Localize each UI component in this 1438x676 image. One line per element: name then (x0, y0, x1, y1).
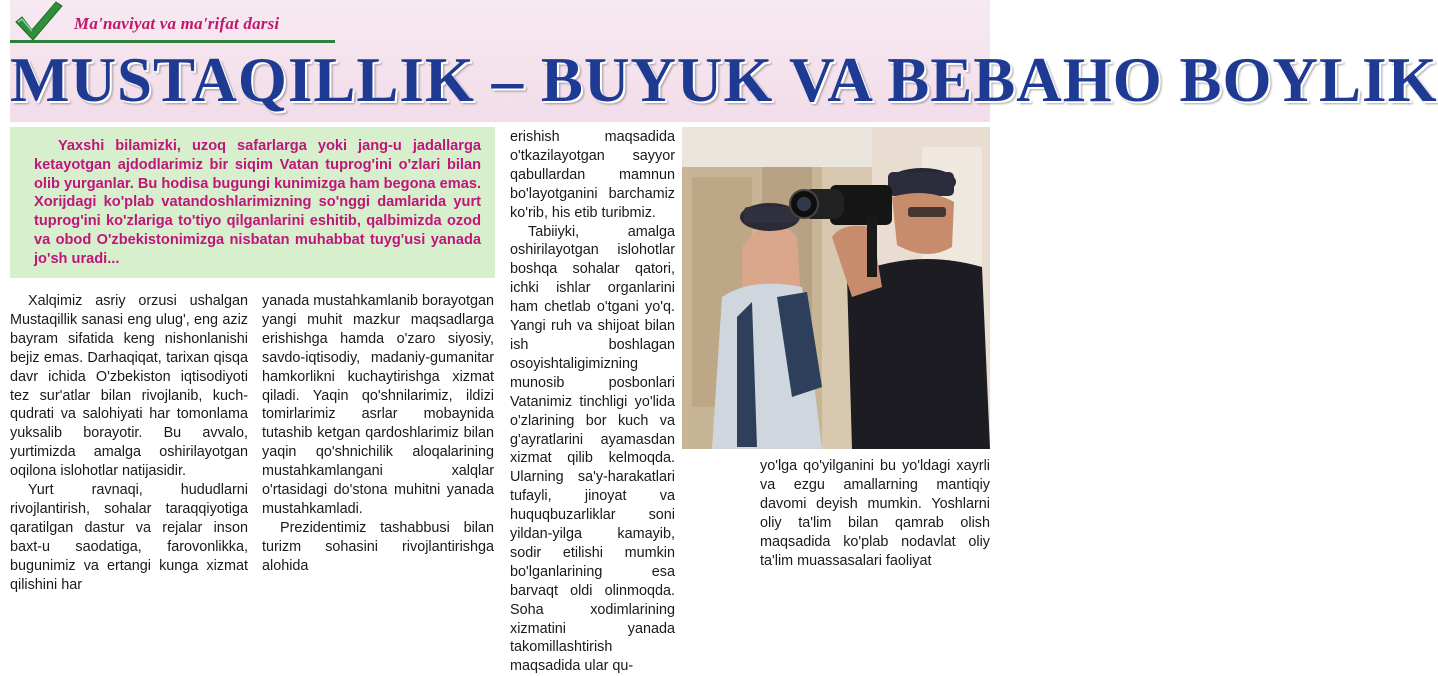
section-rubric: Ma'naviyat va ma'rifat darsi (74, 14, 280, 33)
paragraph: Yurt ravnaqi, hududlarni rivojlantirish, sohalar taraqqiyotiga qaratilgan dastur va rejalar inson baxt-u saodatiga, farovonlikka, bugunimiz va ertangi kunga xizmat qilishini har (10, 482, 248, 593)
paragraph: Prezidentimiz tashabbusi bilan turizm sohasini rivojlantirishga alohida (262, 519, 494, 574)
lead-paragraph: Yaxshi bilamizki, uzoq safarlarga yoki jang-u jadallarga ketayotgan ajdodlarimiz bir siqim Vatan tuprog'ini o'zlari bilan olib yurganlar. Bu hodisa bugungi kunimizga ham begona emas. Xorijdagi ko'plab vatandoshlarimizning so'nggi damlarida yurt tuprog'ini ko'zlariga to'tiyo qilganlarini eshitib, qalbimizda ozod va obod O'zbekistonimizga nisbatan muhabbat tuyg'usi yanada jo'sh uradi... (34, 138, 481, 267)
lead-box (10, 127, 495, 278)
article-column-1 (10, 292, 248, 595)
paragraph: Tabiiyki, amalga oshirilayotgan islohotlar boshqa sohalar qatori, ichki ishlar organlarini ham chetlab o'tgani yo'q. Yangi ruh va shijoat bilan ish boshlagan osoyishtaligimizning munosib posbonlari Vatanimiz tinchligi yo'lida o'zlarining bor kuch va g'ayratlarini ayamasdan xizmat qilib kelmoqda. Ularning sa'y-harakatlari tufayli, jinoyat va huquqbuzarliklar soni yildan-yilga kamayib, sodir etilishi mumkin bo'lganlarining esa barvaqt oldi olinmoqda. Soha xodimlarining xizmatini yanada takomillashtirish maqsadida ular qu- (510, 223, 675, 675)
article-column-2 (262, 292, 494, 576)
headline: MUSTAQILLIK – BUYUK VA BEBAHO BOYLIK (10, 45, 1438, 115)
paragraph: yanada mustahkamlanib borayotgan yangi muhit mazkur maqsadlarga erishishga hamda o'zaro siyosiy, savdo-iqtisodiy, madaniy-gumanitar hamkorlikni kuchaytirishga xizmat qiladi. Yaqin qo'shnilarimiz, ildizi tomirlarimiz asrlar mobaynida tutashib ketgan qardoshlarimiz bilan yaqin qo'shnichilik aloqalarining mustahkamlangani xalqlar o'rtasidagi do'stona muhitni yanada mustahkamladi. (262, 293, 494, 517)
paragraph: yo'lga qo'yilganini bu yo'ldagi xayrli va ezgu amallarning mantiqiy davomi deyish mumkin. Yoshlarni oliy ta'lim bilan qamrab olish maqsadida ko'plab nodavlat oliy ta'lim muassasalari faoliyat (760, 458, 990, 569)
paragraph: erishish maqsadida o'tkazilayotgan sayyor qabullardan mamnun bo'layotganini barchamiz ko'rib, his etib turibmiz. (510, 129, 675, 221)
tourists-photo (682, 127, 990, 449)
rubric-underline (10, 40, 335, 43)
checkmark-icon (12, 0, 64, 44)
article-column-3 (510, 128, 675, 676)
paragraph: Xalqimiz asriy orzusi ushalgan Mustaqillik sanasi eng ulug', eng aziz bayram sifatida keng nishonlanishi bejiz emas. Darhaqiqat, tarixan qisqa davr ichida O'zbekiston iqtisodiyoti tez sur'atlar bilan rivojlanib, kuch-qudrati va salohiyati har tomonlama yuksalib borayotir. Bu avvalo, yurtimizda amalga oshirilayotgan oqilona islohotlar natijasidir. (10, 293, 248, 480)
article-column-4 (760, 457, 990, 570)
